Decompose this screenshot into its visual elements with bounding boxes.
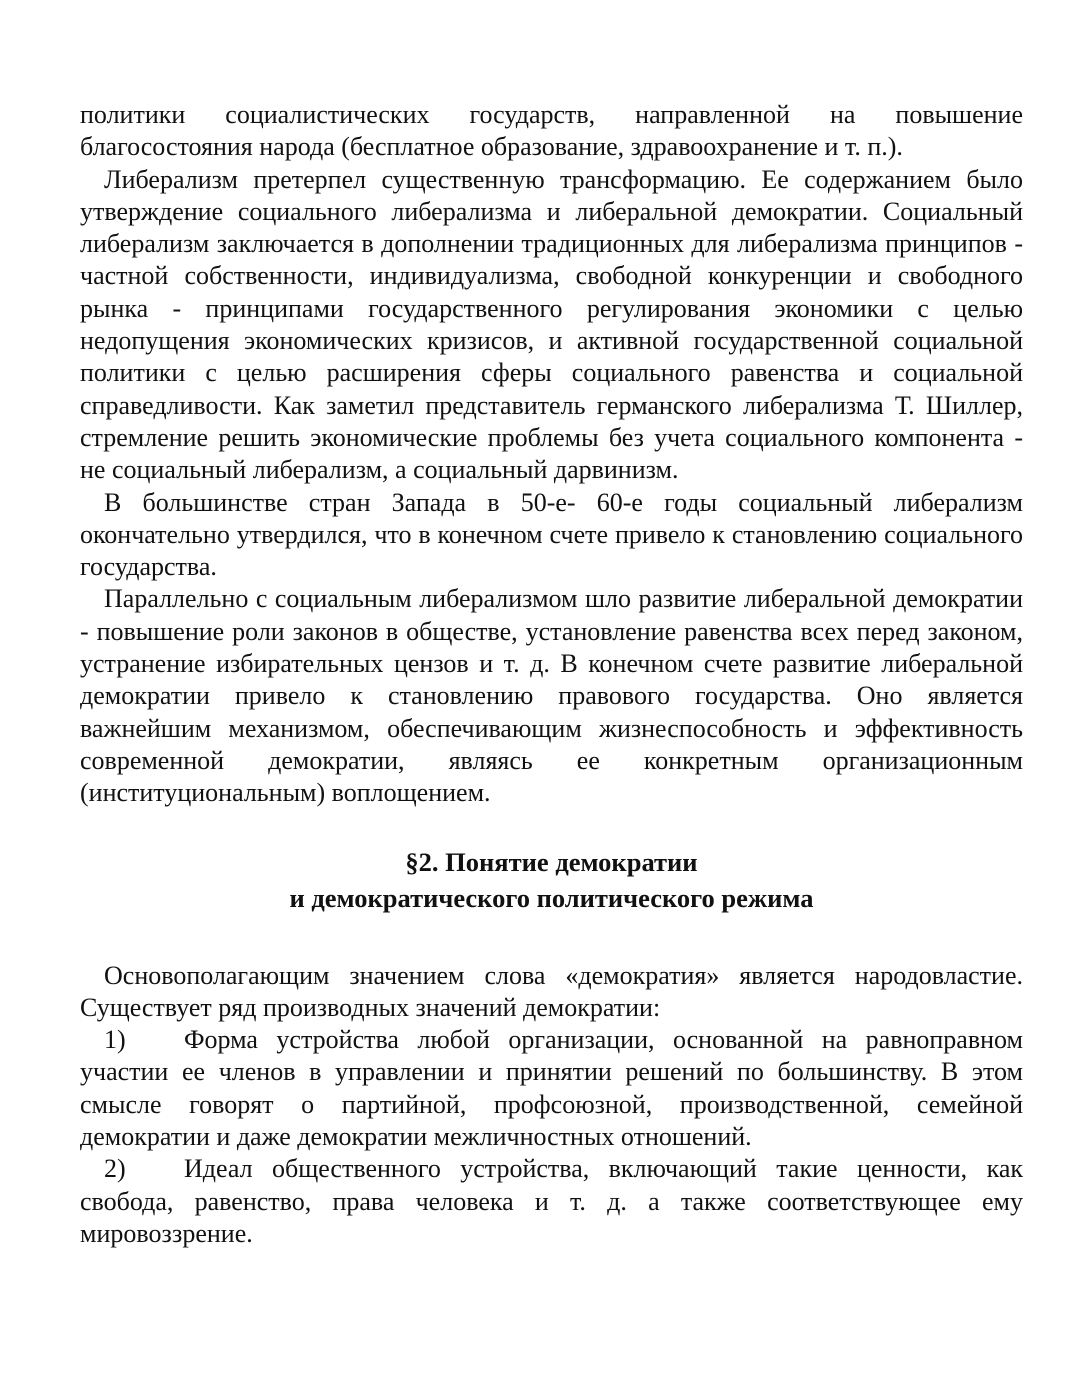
paragraph-continuation: политики социалистических государств, направленной на повышение благосостояния народа (бесплатное образование, здравоохранение и т. п.).	[80, 100, 1023, 162]
list-item	[80, 1024, 1023, 1153]
paragraph-western-countries: В большинстве стран Запада в 50-е- 60-е годы социальный либерализм окончательно утвердился, что в конечном счете привело к становлению социального государства.	[80, 487, 1023, 582]
list-item	[80, 1153, 1023, 1250]
section-heading-line-2: и демократического политического режима	[289, 882, 814, 913]
list-item-number: 2)	[104, 1154, 126, 1184]
section-heading	[80, 844, 1023, 916]
list-item-number: 1)	[104, 1025, 126, 1055]
list-item-text: Идеал общественного устройства, включающий такие ценности, как свобода, равенство, права человека и т. д. а также соответствующее ему мировоззрение.	[80, 1154, 1023, 1248]
paragraph-liberalism-transformation: Либерализм претерпел существенную трансформацию. Ее содержанием было утверждение социального либерализма и либеральной демократии. Социальный либерализм заключается в дополнении традиционных для либерализма принципов - частной собственности, индивидуализма, свободной конкуренции и свободного рынка - принципами государственного регулирования экономики с целью недопущения экономических кризисов, и активной государственной социальной политики с целью расширения сферы социального равенства и социальной справедливости. Как заметил представитель германского либерализма Т. Шиллер, стремление решить экономические проблемы без учета социального компонента - не социальный либерализм, а социальный дарвинизм.	[80, 164, 1023, 485]
list-item-text: Форма устройства любой организации, основанной на равноправном участии ее членов в управлении и принятии решений по большинству. В этом смысле говорят о партийной, профсоюзной, производственной, семейной демократии и даже демократии межличностных отношений.	[80, 1025, 1023, 1152]
paragraph-intro-democracy: Основополагающим значением слова «демократия» является народовластие. Существует ряд производных значений демократии:	[80, 960, 1023, 1022]
section-heading-line-1: §2. Понятие демократии	[405, 846, 698, 877]
paragraph-liberal-democracy: Параллельно с социальным либерализмом шло развитие либеральной демократии - повышение роли законов в обществе, установление равенства всех перед законом, устранение избирательных цензов и т. д. В конечном счете развитие либеральной демократии привело к становлению правового государства. Оно является важнейшим механизмом, обеспечивающим жизнеспособность и эффективность современной демократии, являясь ее конкретным организационным (институциональным) воплощением.	[80, 584, 1023, 808]
document-page	[80, 99, 1023, 1250]
